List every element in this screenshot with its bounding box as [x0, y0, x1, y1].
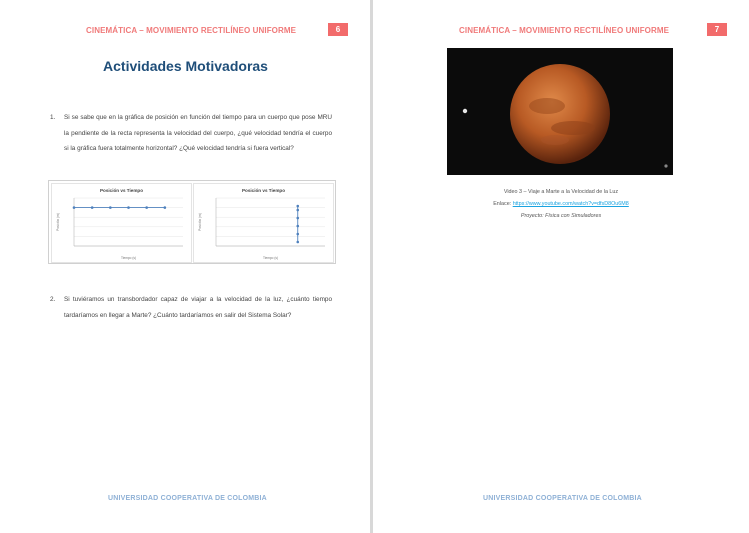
y-axis-label: Posición (m) [56, 213, 60, 231]
video-link-line [373, 201, 749, 207]
question-number: 1. [50, 114, 56, 121]
running-head: CINEMÁTICA – MOVIMIENTO RECTILÍNEO UNIFORME [86, 26, 297, 35]
page-title: Actividades Motivadoras [103, 58, 268, 74]
link-label: Enlace: [493, 201, 512, 207]
running-head: CINEMÁTICA – MOVIMIENTO RECTILÍNEO UNIFORME [459, 26, 670, 35]
y-axis-label: Posición (m) [198, 213, 202, 231]
video-caption: Video 3 – Viaje a Marte a la Velocidad de la Luz [503, 189, 619, 195]
data-point [296, 205, 299, 208]
chart-title: Posición vs Tiempo [241, 188, 286, 193]
question-2 [50, 292, 332, 323]
question-number: 2. [50, 296, 56, 303]
question-text: Si tuviéramos un transbordador capaz de viajar a la velocidad de la luz, ¿cuánto tiempo tardaríamos en llegar a Marte? ¿Cuánto tardaríamos en salir del Sistema Solar? [64, 296, 332, 319]
page-left [0, 0, 371, 533]
data-point [127, 206, 130, 209]
data-point [296, 209, 299, 212]
question-1 [50, 110, 332, 157]
data-point [296, 233, 299, 236]
data-point [296, 241, 299, 244]
project-caption: Proyecto: Física con Simuladores [520, 213, 602, 219]
chart-vertical-svg [194, 184, 333, 262]
charts-figure [48, 180, 336, 264]
data-point [91, 206, 94, 209]
page-right [373, 0, 749, 533]
chart-vertical [193, 183, 334, 263]
data-point [164, 206, 167, 209]
mars-planet-image [447, 48, 673, 175]
chart-horizontal-svg [52, 184, 191, 262]
video-link[interactable]: https://www.youtube.com/watch?v=dfsD8Ou6M8 [512, 201, 629, 207]
page-number: 7 [707, 23, 727, 36]
page-footer: UNIVERSIDAD COOPERATIVA DE COLOMBIA [483, 495, 642, 502]
x-axis-label: Tiempo (s) [120, 256, 137, 260]
page-number: 6 [328, 23, 348, 36]
data-point [109, 206, 112, 209]
chart-title: Posición vs Tiempo [99, 188, 144, 193]
x-axis-label: Tiempo (s) [262, 256, 279, 260]
question-text: Si se sabe que en la gráfica de posición en función del tiempo para un cuerpo que pose MRU la pendiente de la recta representa la velocidad del cuerpo, ¿qué velocidad tendría el cuerpo si la gráfica fuera totalmente horizontal? ¿Qué velocidad tendría si fuera vertical? [64, 114, 332, 152]
data-point [296, 217, 299, 220]
moon-dot [463, 109, 467, 113]
video-thumbnail[interactable] [447, 48, 673, 175]
page-footer: UNIVERSIDAD COOPERATIVA DE COLOMBIA [108, 495, 267, 502]
data-point [73, 206, 76, 209]
data-point [296, 225, 299, 228]
data-point [145, 206, 148, 209]
chart-horizontal [51, 183, 192, 263]
